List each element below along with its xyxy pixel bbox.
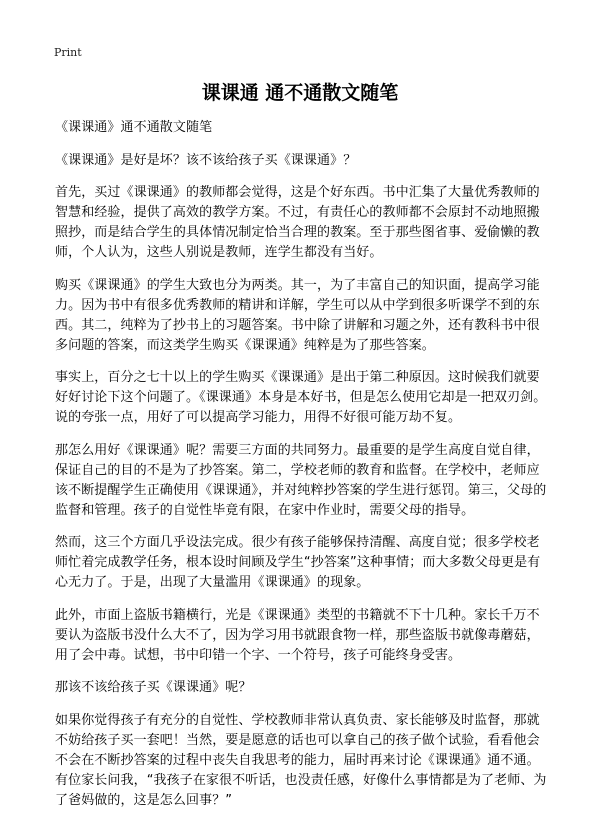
paragraph: 此外，市面上盗版书籍横行，光是《课课通》类型的书籍就不下十几种。家长千万不要认为盗版书没什么大不了，因为学习用书就跟食物一样，那些盗版书就像毒蘑菇，用了会中毒。试想，书中印错一个字、一个符号，孩子可能终身受害。 <box>55 607 540 663</box>
section-question: 那该不该给孩子买《课课通》呢？ <box>55 680 252 695</box>
page-title: 课课通 通不通散文随笔 <box>201 82 399 104</box>
paragraph: 首先，买过《课课通》的教师都会觉得，这是个好东西。书中汇集了大量优秀教师的智慧和经验，提供了高效的教学方案。不过，有责任心的教师都不会原封不动地照搬照抄，而是结合学生的具体情况制定恰当合理的教案。至于那些图省事、爱偷懒的教师，个人认为，这些人别说是教师，连学生都没有当好。 <box>55 185 540 260</box>
paragraph: 事实上，百分之七十以上的学生购买《课课通》是出于第二种原因。这时候我们就要好好讨论下这个问题了。《课课通》本身是本好书，但是怎么使用它却是一把双刃剑。说的夸张一点，用好了可以提高学习能力，用得不好很可能万劫不复。 <box>55 370 547 425</box>
article-subtitle: 《课课通》通不通散文随笔 <box>55 120 213 135</box>
print-link[interactable]: Print <box>54 46 82 59</box>
article-question: 《课课通》是好是坏？该不该给孩子买《课课通》？ <box>55 152 357 168</box>
paragraph: 购买《课课通》的学生大致也分为两类。其一，为了丰富自己的知识面，提高学习能力。因为书中有很多优秀教师的精讲和详解，学生可以从中学到很多听课学不到的东西。其二，纯粹为了抄书上的习题答案。书中除了讲解和习题之外，还有教科书中很多问题的答案，而这类学生购买《课课通》纯粹是为了那些答案。 <box>55 277 540 353</box>
paragraph: 那怎么用好《课课通》呢？需要三方面的共同努力。最重要的是学生高度自觉自律，保证自己的目的不是为了抄答案。第二，学校老师的教育和监督。在学校中，老师应该不断提醒学生正确使用《课课通》，并对纯粹抄答案的学生进行惩罚。第三，父母的监督和管理。孩子的自觉性毕竟有限，在家中作业时，需要父母的指导。 <box>55 442 547 518</box>
paragraph: 然而，这三个方面几乎设法完成。很少有孩子能够保持清醒、高度自觉；很多学校老师忙着完成教学任务，根本设时间顾及学生“抄答案”这种事情；而大多数父母更是有心无力了。于是，出现了大量滥用《课课通》的现象。 <box>55 535 541 590</box>
paragraph: 如果你觉得孩子有充分的自觉性、学校教师非常认真负责、家长能够及时监督，那就不妨给孩子买一套吧！当然，要是愿意的话也可以拿自己的孩子做个试验，看看他会不会在不断抄答案的过程中丧失自我思考的能力，届时再来讨论《课课通》通不通。有位家长问我，“我孩子在家很不听话，也没责任感，好像什么事情都是为了老师、为了爸妈做的，这是怎么回事？” <box>55 712 547 808</box>
article-body <box>55 118 547 823</box>
